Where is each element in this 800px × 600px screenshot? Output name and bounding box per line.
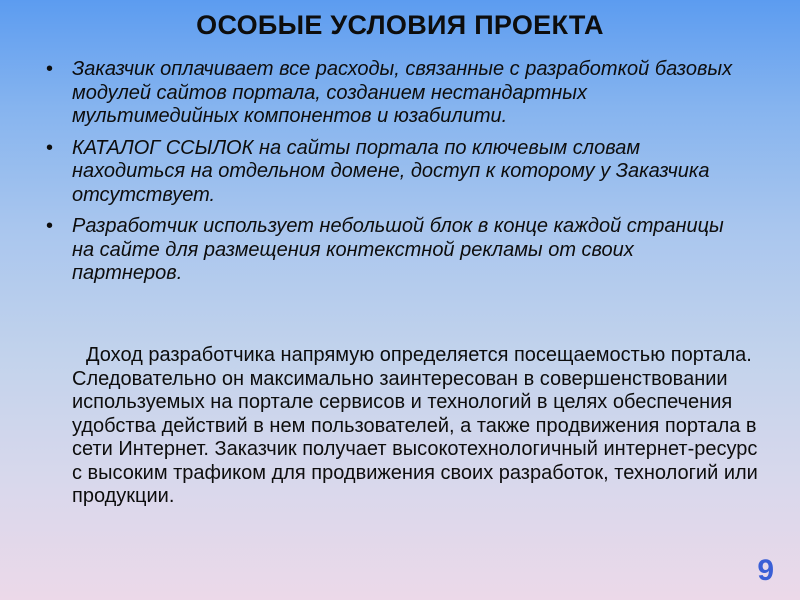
bullet-item xyxy=(44,215,744,286)
bullet-list xyxy=(44,58,744,294)
bullet-dot-icon: • xyxy=(46,215,54,237)
bullet-item xyxy=(44,137,744,208)
slide-title: ОСОБЫЕ УСЛОВИЯ ПРОЕКТА xyxy=(196,10,604,40)
bullet-text: Заказчик оплачивает все расходы, связанные с разработкой базовых модулей сайтов портала, созданием нестандартных мультимедийных компонентов и юзабилити. xyxy=(72,58,733,127)
body-paragraph: Доход разработчика напрямую определяется посещаемостью портала. Следовательно он максимально заинтересован в совершенствовании используемых на портале сервисов и технологий в целях обеспечения удобства действий в нем пользователей, а также продвижения портала в сети Интернет. Заказчик получает высокотехнологичный интернет-ресурс с высоким трафиком для продвижения своих разработок, технологий или продукции. xyxy=(72,344,758,507)
page-number: 9 xyxy=(757,554,774,587)
bullet-dot-icon: • xyxy=(46,136,54,159)
bullet-item xyxy=(44,58,744,129)
bullet-text: Разработчик использует небольшой блок в конце каждой страницы на сайте для размещения контекстной рекламы от своих партнеров. xyxy=(72,215,724,284)
bullet-text: КАТАЛОГ ССЫЛОК на сайты портала по ключевым словам находиться на отдельном домене, доступ к которому у Заказчика отсутствует. xyxy=(72,136,710,206)
bullet-dot-icon: • xyxy=(46,58,54,80)
